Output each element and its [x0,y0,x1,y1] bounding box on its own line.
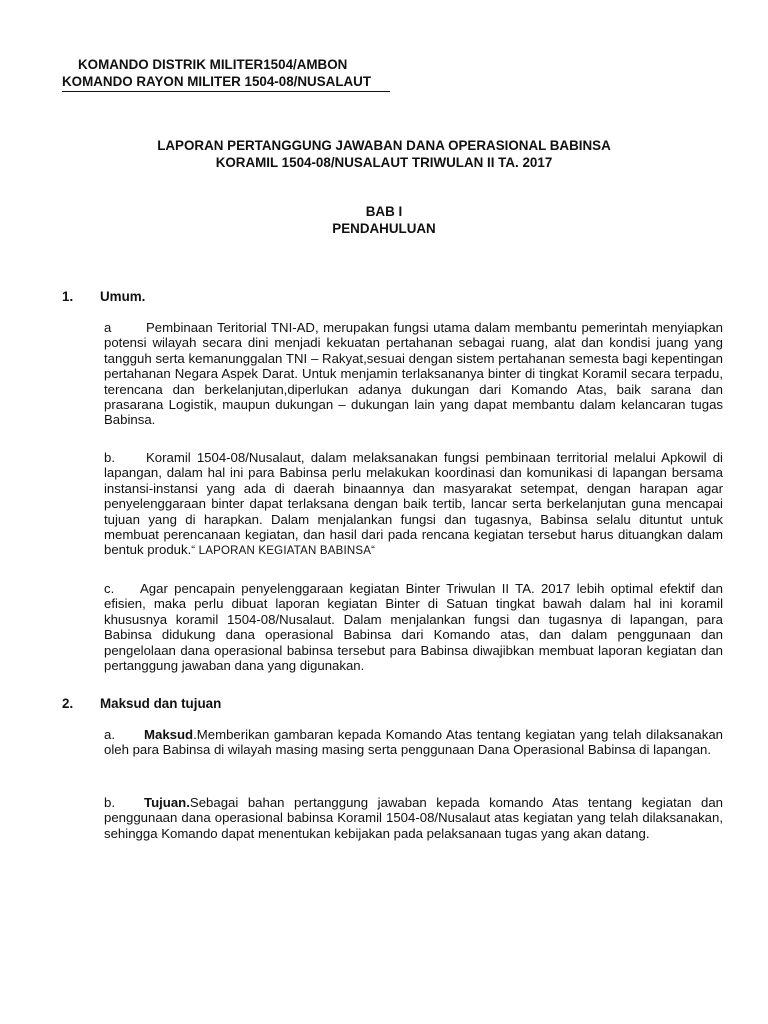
report-title-line2: KORAMIL 1504-08/NUSALAUT TRIWULAN II TA. 2017 [215,155,553,170]
paragraph-1c-text: Agar pencapain penyelenggaraan kegiatan Binter Triwulan II TA. 2017 lebih optimal efektif dan efisien, maka perlu dibuat laporan kegiatan Binter di Satuan tingkat bawah dalam hal ini koramil khususnya koramil 1504-08/Nusalaut. Dalam menjalankan fungsi dan tugasnya di lapangan, para Babinsa didukung dana operasional Babinsa dari Komando atas, dan dalam penggunaan dan pengelolaan dana operasional babinsa tersebut para Babinsa diwajibkan membuat laporan kegiatan dan pertanggung jawaban dana yang digunakan. [104,581,723,674]
paragraph-2b-text: Sebagai bahan pertanggung jawaban kepada komando Atas tentang kegiatan dan penggunaan dana operasional babinsa Koramil 1504-08/Nusalaut atas kegiatan yang telah dilaksanakan, sehingga Komando dapat menentukan kebijakan pada pelaksanaan tugas yang akan datang. [104,795,723,841]
paragraph-1a-text: Pembinaan Teritorial TNI-AD, merupakan fungsi utama dalam membantu pemerintah menyiapkan potensi wilayah secara dini menjadi kekuatan pertahanan sebagai ruang, alat dan kondisi juang yang tangguh serta kemanunggalan TNI – Rakyat,sesuai dengan sistem pertahanan semesta bagi kepentingan pertahanan Negara Aspek Darat. Untuk menjamin terlaksananya binter di tingkat Koramil secara terpadu, terencana dan berkelanjutan,diperlukan adanya dukungan dari Komando Atas, baik sarana dan prasarana Logistik, maupun dukungan – dukungan lain yang dapat membantu dalam kelancaran tugas Babinsa. [104,320,723,428]
paragraph-2a-text: .Memberikan gambaran kepada Komando Atas tentang kegiatan yang telah dilaksanakan oleh para Babinsa di wilayah masing masing serta penggunaan Dana Operasional Babinsa di lapangan. [104,727,723,758]
paragraph-1c-letter: c. [104,581,115,596]
paragraph-1a-letter: a [104,320,112,335]
section-1-title: Umum. [100,289,146,304]
paragraph-1b [104,450,723,560]
section-2-number: 2. [62,696,74,711]
paragraph-2a-term: Maksud [144,727,194,742]
section-2-title: Maksud dan tujuan [100,696,222,711]
paragraph-1c [104,581,723,673]
paragraph-2a-letter: a. [104,727,115,742]
paragraph-1b-quote: “ LAPORAN KEGIATAN BABINSA“ [191,545,376,558]
paragraph-2b [104,795,723,841]
section-1-number: 1. [62,289,74,304]
report-title-line1: LAPORAN PERTANGGUNG JAWABAN DANA OPERASIONAL BABINSA [157,138,611,153]
paragraph-2a [104,727,723,758]
paragraph-1a [104,320,723,428]
paragraph-1b-letter: b. [104,450,115,465]
chapter-heading [0,203,768,237]
unit-header [62,56,390,92]
paragraph-2b-letter: b. [104,795,115,810]
chapter-number: BAB I [365,204,403,219]
header-line-koramil: KOMANDO RAYON MILITER 1504-08/NUSALAUT [62,73,390,92]
report-title [0,137,768,171]
header-line-kodim: KOMANDO DISTRIK MILITER1504/AMBON [78,57,348,72]
paragraph-1b-text: Koramil 1504-08/Nusalaut, dalam melaksanakan fungsi pembinaan territorial melalui Apkowil di lapangan, dalam hal ini para Babinsa perlu melakukan koordinasi dan komunikasi di lapangan bersama instansi-instansi yang ada di daerah binaannya dan masyarakat setempat, dengan harapan agar penyelenggaraan binter dapat terlaksana dengan baik tertib, lancar serta berkelanjutan guna mencapai tujuan yang di harapkan. Dalam menjalankan fungsi dan tugasnya, Babinsa selalu dituntut untuk membuat perencanaan kegiatan, dan hasil dari pada rencana kegiatan tersebut harus dituangkan dalam bentuk produk. [104,450,723,558]
paragraph-2b-term: Tujuan. [144,795,190,810]
chapter-name: PENDAHULUAN [332,221,436,236]
